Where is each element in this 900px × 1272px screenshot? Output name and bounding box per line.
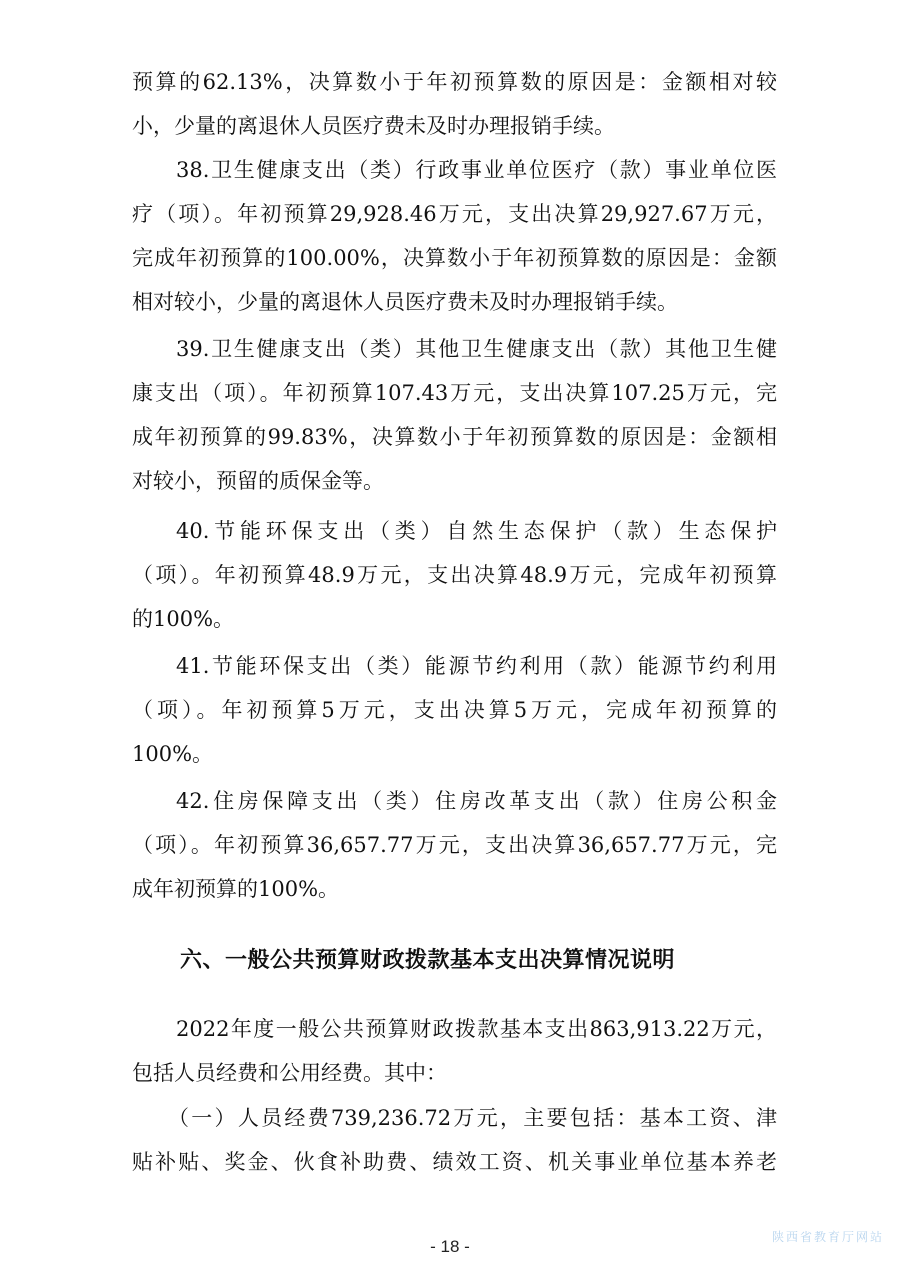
item-42-line: （项）。年初预算36,657.77万元，支出决算36,657.77万元，完 (132, 833, 777, 857)
personnel-expense-line: 贴补贴、奖金、伙食补助费、绩效工资、机关事业单位基本养老 (132, 1150, 777, 1174)
item-41-line: （项）。年初预算5万元，支出决算5万元，完成年初预算的 (132, 698, 777, 722)
item-40-line: 40.节能环保支出（类）自然生态保护（款）生态保护 (176, 519, 777, 543)
item-38-line: 疗（项）。年初预算29,928.46万元，支出决算29,927.67万元， (132, 202, 777, 226)
page-number: - 18 - (430, 1237, 470, 1256)
item-39-line: 39.卫生健康支出（类）其他卫生健康支出（款）其他卫生健 (176, 337, 777, 361)
paragraph-line: 预算的62.13%，决算数小于年初预算数的原因是：金额相对较 (132, 70, 777, 94)
item-40-line: 的100%。 (132, 607, 235, 631)
item-38-line: 完成年初预算的100.00%，决算数小于年初预算数的原因是：金额 (132, 246, 777, 270)
item-38-line: 38.卫生健康支出（类）行政事业单位医疗（款）事业单位医 (176, 158, 777, 182)
item-40-line: （项）。年初预算48.9万元，支出决算48.9万元，完成年初预算 (132, 563, 777, 587)
item-41-line: 41.节能环保支出（类）能源节约利用（款）能源节约利用 (176, 654, 777, 678)
paragraph-line: 小，少量的离退休人员医疗费未及时办理报销手续。 (132, 114, 615, 138)
item-42-line: 成年初预算的100%。 (132, 877, 340, 901)
item-39-line: 成年初预算的99.83%，决算数小于年初预算数的原因是：金额相 (132, 425, 777, 449)
personnel-expense-line: （一）人员经费739,236.72万元，主要包括：基本工资、津 (168, 1106, 777, 1130)
section-heading: 六、一般公共预算财政拨款基本支出决算情况说明 (180, 948, 676, 973)
item-39-line: 康支出（项）。年初预算107.43万元，支出决算107.25万元，完 (132, 381, 777, 405)
item-41-line: 100%。 (132, 742, 214, 766)
section-paragraph-line: 2022年度一般公共预算财政拨款基本支出863,913.22万元， (176, 1017, 777, 1041)
site-watermark: 陕西省教育厅网站 (771, 1230, 884, 1244)
item-38-line: 相对较小，少量的离退休人员医疗费未及时办理报销手续。 (132, 290, 678, 314)
section-paragraph-line: 包括人员经费和公用经费。其中： (132, 1061, 447, 1085)
item-42-line: 42.住房保障支出（类）住房改革支出（款）住房公积金 (176, 789, 777, 813)
item-39-line: 对较小，预留的质保金等。 (132, 469, 384, 493)
